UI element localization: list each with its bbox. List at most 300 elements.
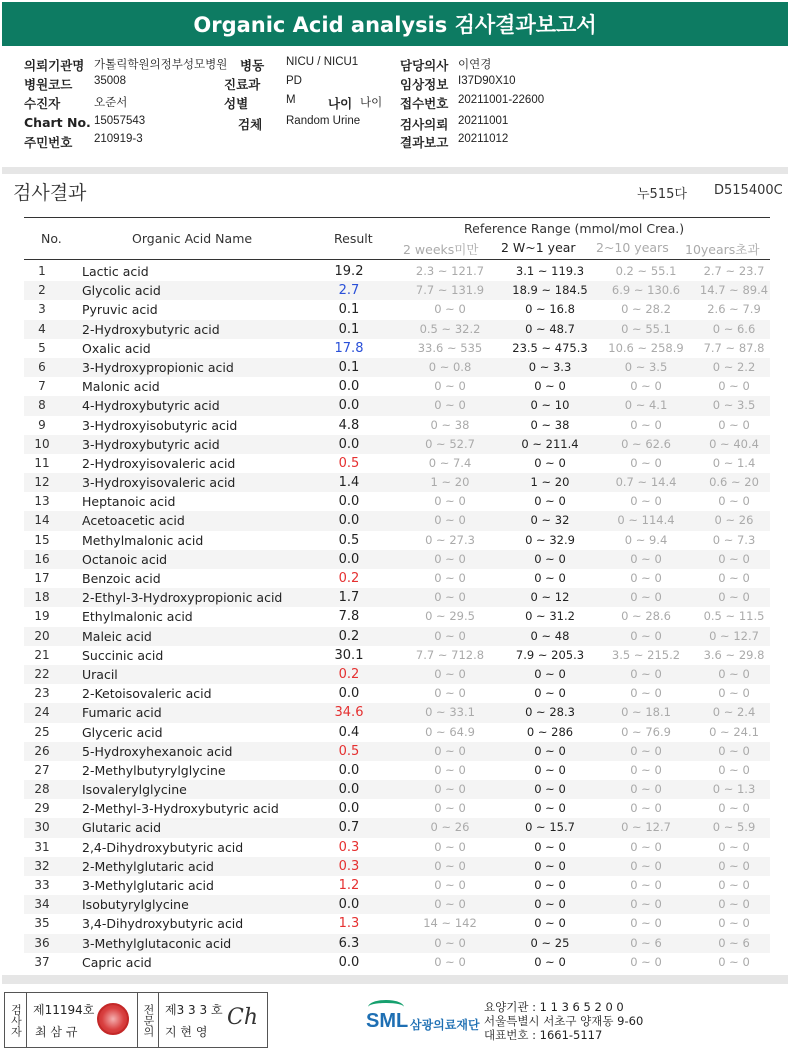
cell-name: 3,4-Dihydroxybutyric acid <box>82 916 244 932</box>
label-ward: 병동 <box>240 58 265 73</box>
cell-range-under-2w: 0 ~ 0 <box>434 954 466 969</box>
table-row <box>24 780 770 799</box>
cell-range-2-10y: 0 ~ 9.4 <box>624 532 668 547</box>
cell-result: 0.2 <box>338 628 360 644</box>
cell-no: 29 <box>34 801 50 816</box>
value-chart-no: 15057543 <box>94 115 146 127</box>
test-code-2: D515400C <box>714 183 783 198</box>
value-receipt-no: 20211001-22600 <box>458 94 545 106</box>
cell-range-under-2w: 0 ~ 29.5 <box>425 609 475 624</box>
signer-1-license: 제11194호 <box>33 1003 95 1017</box>
cell-no: 10 <box>34 436 50 451</box>
label-report-date: 결과보고 <box>400 135 449 150</box>
cell-result: 0.0 <box>338 686 360 702</box>
cell-result: 0.2 <box>338 666 360 682</box>
cell-result: 0.5 <box>338 743 360 759</box>
cell-range-2-10y: 0 ~ 28.2 <box>621 302 671 317</box>
cell-range-over-10y: 0 ~ 1.4 <box>712 455 756 470</box>
cell-name: Heptanoic acid <box>82 494 176 510</box>
cell-range-2-10y: 0 ~ 4.1 <box>624 398 668 413</box>
logo-text: SML <box>366 1010 409 1032</box>
cell-result: 0.2 <box>338 571 360 586</box>
cell-range-over-10y: 14.7 ~ 89.4 <box>699 283 769 298</box>
cell-no: 27 <box>34 762 50 777</box>
cell-result: 1.3 <box>338 916 360 932</box>
cell-name: 3-Methylglutaric acid <box>82 878 214 893</box>
cell-no: 26 <box>34 743 50 758</box>
value-sex: M <box>286 94 296 106</box>
table-row <box>24 953 770 972</box>
cell-range-over-10y: 0 ~ 0 <box>718 571 750 585</box>
cell-name: 2-Hydroxybutyric acid <box>82 321 220 337</box>
institute-info <box>484 1000 643 1042</box>
cell-range-2w-1y: 0 ~ 0 <box>534 455 566 470</box>
value-age: 나이 <box>360 97 383 109</box>
table-row <box>24 914 770 933</box>
cell-result: 0.1 <box>338 302 360 318</box>
cell-name: Maleic acid <box>82 628 152 644</box>
cell-range-2w-1y: 0 ~ 0 <box>534 379 566 394</box>
cell-result: 0.3 <box>338 839 360 855</box>
cell-name: 3-Methylglutaconic acid <box>82 935 232 951</box>
cell-result: 34.6 <box>334 705 364 721</box>
cell-range-2-10y: 0 ~ 3.5 <box>624 359 668 374</box>
table-row <box>24 416 770 435</box>
cell-result: 2.7 <box>338 283 360 299</box>
cell-result: 0.3 <box>338 858 360 874</box>
cell-result: 0.0 <box>338 436 360 452</box>
cell-name: Glyceric acid <box>82 724 163 740</box>
table-row <box>24 300 770 319</box>
label-request-date: 검사의뢰 <box>400 117 449 132</box>
value-resident-no: 210919-3 <box>94 133 143 145</box>
cell-result: 0.0 <box>338 551 360 567</box>
cell-range-over-10y: 7.7 ~ 87.8 <box>703 340 765 355</box>
cell-range-2w-1y: 0 ~ 25 <box>530 935 570 950</box>
value-report-date: 20211012 <box>458 133 509 145</box>
cell-range-2-10y: 0 ~ 0 <box>630 571 662 585</box>
value-ward: NICU / NICU1 <box>286 56 359 68</box>
section-title: 검사결과 <box>13 182 87 204</box>
cell-range-2-10y: 0 ~ 0 <box>630 590 662 605</box>
cell-name: 3-Hydroxypropionic acid <box>82 359 234 375</box>
cell-no: 9 <box>38 417 46 432</box>
cell-range-under-2w: 0 ~ 26 <box>430 820 470 835</box>
cell-range-under-2w: 0 ~ 0 <box>434 302 466 317</box>
cell-name: Malonic acid <box>82 379 160 395</box>
label-patient: 수진자 <box>24 96 61 111</box>
table-row <box>24 377 770 396</box>
cell-name: 2-Ethyl-3-Hydroxypropionic acid <box>82 590 283 606</box>
cell-range-over-10y: 0.5 ~ 11.5 <box>703 609 765 624</box>
cell-range-2-10y: 10.6 ~ 258.9 <box>608 340 684 355</box>
cell-range-2w-1y: 0 ~ 48.7 <box>525 321 575 336</box>
cell-name: 2-Methylglutaric acid <box>82 858 214 874</box>
table-row <box>24 857 770 876</box>
cell-range-2w-1y: 0 ~ 32.9 <box>525 532 575 547</box>
cell-result: 1.4 <box>338 475 360 491</box>
cell-no: 16 <box>34 551 50 566</box>
value-institution: 가톨릭학원의정부성모병원 <box>94 59 228 71</box>
table-row <box>24 358 770 377</box>
header-range-2w-1y: 2 W~1 year <box>501 240 576 255</box>
logo-name: 삼광의료재단 <box>410 1018 480 1032</box>
cell-no: 5 <box>38 340 46 355</box>
cell-range-2w-1y: 0 ~ 0 <box>534 839 566 854</box>
table-row <box>24 492 770 511</box>
table-row <box>24 588 770 607</box>
cell-range-under-2w: 0 ~ 38 <box>430 417 470 432</box>
cell-name: Succinic acid <box>82 647 164 663</box>
cell-name: 3-Hydroxyisobutyric acid <box>82 417 238 433</box>
cell-no: 35 <box>34 916 50 931</box>
cell-range-2w-1y: 0 ~ 12 <box>530 590 570 605</box>
cell-range-2w-1y: 0 ~ 0 <box>534 878 566 892</box>
cell-range-2w-1y: 0 ~ 0 <box>534 801 566 816</box>
cell-name: Octanoic acid <box>82 551 168 567</box>
cell-range-over-10y: 0.6 ~ 20 <box>709 475 759 490</box>
table-row <box>24 396 770 415</box>
cell-range-2-10y: 0 ~ 0 <box>630 801 662 816</box>
cell-range-over-10y: 0 ~ 0 <box>718 858 750 873</box>
cell-name: Glutaric acid <box>82 820 162 836</box>
header-range-under-2w: 2 weeks미만 <box>403 242 479 257</box>
cell-result: 17.8 <box>334 340 364 356</box>
cell-range-2w-1y: 0 ~ 0 <box>534 858 566 873</box>
cell-result: 0.0 <box>338 762 360 778</box>
cell-range-2-10y: 0 ~ 62.6 <box>621 436 671 451</box>
header-range-2-10y: 2~10 years <box>596 240 669 255</box>
table-row <box>24 262 770 281</box>
patient-row-4 <box>24 115 764 132</box>
cell-range-under-2w: 0 ~ 0 <box>434 839 466 854</box>
table-row <box>24 435 770 454</box>
cell-no: 3 <box>38 302 46 317</box>
cell-no: 8 <box>38 398 46 413</box>
cell-no: 36 <box>34 935 50 950</box>
cell-range-2w-1y: 0 ~ 10 <box>530 398 570 413</box>
table-row <box>24 761 770 780</box>
cell-range-over-10y: 0 ~ 0 <box>718 839 750 854</box>
cell-no: 14 <box>34 513 50 528</box>
cell-range-2-10y: 0 ~ 28.6 <box>621 609 671 624</box>
cell-range-2-10y: 0 ~ 114.4 <box>617 513 675 528</box>
cell-name: 3-Hydroxyisovaleric acid <box>82 475 236 491</box>
cell-range-under-2w: 0 ~ 52.7 <box>425 436 475 451</box>
cell-range-under-2w: 0 ~ 0 <box>434 379 466 394</box>
cell-no: 15 <box>34 532 50 547</box>
cell-range-under-2w: 1 ~ 20 <box>430 475 470 490</box>
table-header-rule <box>24 259 770 260</box>
cell-range-2w-1y: 0 ~ 3.3 <box>528 359 572 374</box>
cell-range-under-2w: 0 ~ 0 <box>434 782 466 797</box>
table-row <box>24 281 770 300</box>
value-specimen: Random Urine <box>286 115 361 127</box>
cell-no: 18 <box>34 590 50 605</box>
cell-name: Isobutyrylglycine <box>82 897 189 913</box>
patient-row-5 <box>24 133 764 150</box>
cell-range-over-10y: 0 ~ 0 <box>718 590 750 605</box>
signer-2-name: 지 현 영 <box>165 1025 208 1039</box>
cell-range-2w-1y: 23.5 ~ 475.3 <box>512 340 588 355</box>
cell-range-over-10y: 0 ~ 0 <box>718 878 750 892</box>
signer-1-label-text: 검사자 <box>9 1003 23 1037</box>
table-row <box>24 511 770 530</box>
cell-range-2w-1y: 0 ~ 16.8 <box>525 302 575 317</box>
cell-range-over-10y: 0 ~ 26 <box>714 513 754 528</box>
cell-range-under-2w: 0 ~ 0 <box>434 666 466 681</box>
cell-range-2-10y: 0 ~ 0 <box>630 858 662 873</box>
cell-result: 6.3 <box>338 935 360 951</box>
cell-range-2-10y: 0 ~ 0 <box>630 455 662 470</box>
cell-no: 13 <box>34 494 50 509</box>
cell-no: 25 <box>34 724 50 739</box>
cell-range-under-2w: 0 ~ 0 <box>434 878 466 892</box>
cell-name: 2-Methyl-3-Hydroxybutyric acid <box>82 801 279 817</box>
cell-range-2w-1y: 7.9 ~ 205.3 <box>515 647 585 662</box>
cell-name: Lactic acid <box>82 264 149 279</box>
cell-no: 24 <box>34 705 50 720</box>
value-department: PD <box>286 75 302 87</box>
cell-result: 1.2 <box>338 878 360 893</box>
cell-range-2w-1y: 0 ~ 0 <box>534 494 566 509</box>
cell-name: 2-Hydroxyisovaleric acid <box>82 455 236 471</box>
value-clinical-info: I37D90X10 <box>458 75 516 87</box>
cell-no: 2 <box>38 283 46 298</box>
table-row <box>24 339 770 358</box>
cell-range-2-10y: 6.9 ~ 130.6 <box>611 283 681 298</box>
cell-range-under-2w: 0.5 ~ 32.2 <box>419 321 481 336</box>
table-row <box>24 703 770 722</box>
cell-range-2-10y: 0 ~ 0 <box>630 417 662 432</box>
cell-result: 0.0 <box>338 398 360 414</box>
table-row <box>24 569 770 588</box>
cell-name: 2-Ketoisovaleric acid <box>82 686 212 702</box>
cell-result: 0.0 <box>338 379 360 395</box>
cell-name: 2,4-Dihydroxybutyric acid <box>82 839 244 855</box>
cell-range-over-10y: 2.6 ~ 7.9 <box>707 302 761 317</box>
table-row <box>24 320 770 339</box>
header-name: Organic Acid Name <box>132 231 253 246</box>
cell-name: Isovalerylglycine <box>82 782 187 798</box>
cell-range-2-10y: 0 ~ 0 <box>630 897 662 912</box>
signer-2-label <box>137 993 159 1047</box>
cell-range-2w-1y: 0 ~ 0 <box>534 954 566 969</box>
cell-range-under-2w: 0 ~ 0 <box>434 858 466 873</box>
cell-range-under-2w: 7.7 ~ 712.8 <box>415 647 485 662</box>
report-title: Organic Acid analysis 검사결과보고서 <box>2 2 788 46</box>
cell-range-2w-1y: 0 ~ 48 <box>530 628 570 643</box>
cell-range-over-10y: 0 ~ 2.4 <box>712 705 756 720</box>
table-row <box>24 934 770 953</box>
value-hospital-code: 35008 <box>94 75 126 87</box>
cell-range-under-2w: 0 ~ 0 <box>434 398 466 413</box>
sml-logo <box>366 1000 486 1040</box>
cell-range-2w-1y: 0 ~ 0 <box>534 916 566 931</box>
cell-no: 33 <box>34 878 50 892</box>
cell-range-2-10y: 3.5 ~ 215.2 <box>611 647 681 662</box>
cell-range-2-10y: 0 ~ 76.9 <box>621 724 671 739</box>
cell-result: 0.5 <box>338 455 360 471</box>
patient-row-2 <box>24 75 764 92</box>
cell-name: Fumaric acid <box>82 705 162 721</box>
cell-range-under-2w: 0 ~ 0 <box>434 897 466 912</box>
cell-range-2w-1y: 0 ~ 31.2 <box>525 609 575 624</box>
cell-name: Oxalic acid <box>82 340 151 356</box>
table-row <box>24 818 770 837</box>
cell-result: 19.2 <box>334 264 364 279</box>
cell-range-2w-1y: 0 ~ 0 <box>534 743 566 758</box>
cell-result: 0.0 <box>338 494 360 510</box>
cell-range-under-2w: 0 ~ 0 <box>434 590 466 605</box>
table-row <box>24 838 770 857</box>
institute-phone: 대표번호 : 1661-5117 <box>484 1028 603 1042</box>
cell-range-2-10y: 0 ~ 0 <box>630 954 662 969</box>
cell-range-2w-1y: 0 ~ 38 <box>530 417 570 432</box>
label-institution: 의뢰기관명 <box>24 58 85 73</box>
cell-range-under-2w: 0 ~ 0 <box>434 686 466 701</box>
label-chart-no: Chart No. <box>24 115 91 130</box>
cell-range-over-10y: 0 ~ 5.9 <box>712 820 756 835</box>
cell-range-2-10y: 0 ~ 0 <box>630 379 662 394</box>
table-row <box>24 646 770 665</box>
table-row <box>24 799 770 818</box>
cell-result: 0.0 <box>338 513 360 529</box>
cell-range-2w-1y: 3.1 ~ 119.3 <box>515 264 585 278</box>
value-patient: 오준서 <box>94 97 128 109</box>
cell-no: 7 <box>38 379 46 394</box>
table-body <box>24 262 770 972</box>
cell-range-2w-1y: 0 ~ 28.3 <box>525 705 575 720</box>
cell-range-2w-1y: 0 ~ 0 <box>534 551 566 566</box>
cell-range-under-2w: 7.7 ~ 131.9 <box>415 283 485 298</box>
label-age: 나이 <box>328 96 353 111</box>
cell-range-under-2w: 0 ~ 33.1 <box>425 705 475 720</box>
cell-name: 5-Hydroxyhexanoic acid <box>82 743 233 759</box>
cell-name: Benzoic acid <box>82 571 161 586</box>
cell-range-over-10y: 0 ~ 0 <box>718 417 750 432</box>
cell-result: 0.5 <box>338 532 360 548</box>
cell-range-2-10y: 0 ~ 12.7 <box>621 820 671 835</box>
label-clinical-info: 임상정보 <box>400 77 449 92</box>
table-row <box>24 684 770 703</box>
cell-range-2w-1y: 1 ~ 20 <box>530 475 570 490</box>
cell-range-2w-1y: 0 ~ 0 <box>534 686 566 701</box>
cell-range-2w-1y: 0 ~ 0 <box>534 762 566 777</box>
cell-range-2w-1y: 0 ~ 0 <box>534 666 566 681</box>
cell-range-under-2w: 33.6 ~ 535 <box>417 340 483 355</box>
cell-range-2w-1y: 18.9 ~ 184.5 <box>512 283 588 298</box>
signer-1-name: 최 삼 규 <box>35 1025 78 1039</box>
cell-result: 0.0 <box>338 782 360 798</box>
footer-separator-bar <box>2 975 788 984</box>
cell-range-over-10y: 0 ~ 12.7 <box>709 628 759 643</box>
cell-range-over-10y: 0 ~ 7.3 <box>712 532 756 547</box>
cell-range-2w-1y: 0 ~ 15.7 <box>525 820 575 835</box>
header-reference-range: Reference Range (mmol/mol Crea.) <box>464 221 685 236</box>
cell-result: 0.0 <box>338 801 360 817</box>
cell-range-2w-1y: 0 ~ 0 <box>534 897 566 912</box>
cell-range-over-10y: 0 ~ 0 <box>718 666 750 681</box>
cell-range-2-10y: 0 ~ 0 <box>630 628 662 643</box>
cell-name: Glycolic acid <box>82 283 161 299</box>
cell-range-over-10y: 0 ~ 6 <box>718 935 750 950</box>
table-row <box>24 550 770 569</box>
cell-range-under-2w: 2.3 ~ 121.7 <box>415 264 485 278</box>
table-row <box>24 531 770 550</box>
cell-no: 17 <box>34 571 50 585</box>
cell-no: 32 <box>34 858 50 873</box>
cell-no: 20 <box>34 628 50 643</box>
cell-range-2-10y: 0 ~ 0 <box>630 743 662 758</box>
cell-range-under-2w: 0 ~ 0 <box>434 571 466 585</box>
cell-range-over-10y: 0 ~ 0 <box>718 379 750 394</box>
cell-range-2-10y: 0 ~ 55.1 <box>621 321 671 336</box>
institute-address: 서울특별시 서초구 양재동 9-60 <box>484 1014 644 1028</box>
signer-2-license: 제3 3 3 호 <box>165 1003 223 1017</box>
patient-row-1 <box>24 56 764 73</box>
cell-range-over-10y: 0 ~ 0 <box>718 762 750 777</box>
signature-box <box>4 992 268 1048</box>
cell-no: 31 <box>34 839 50 854</box>
cell-range-over-10y: 0 ~ 0 <box>718 916 750 931</box>
signer-1-label <box>5 993 27 1047</box>
cell-range-2-10y: 0 ~ 0 <box>630 839 662 854</box>
cell-range-over-10y: 3.6 ~ 29.8 <box>703 647 765 662</box>
cell-no: 34 <box>34 897 50 912</box>
cell-range-2w-1y: 0 ~ 32 <box>530 513 570 528</box>
cell-range-over-10y: 0 ~ 24.1 <box>709 724 759 739</box>
cell-no: 21 <box>34 647 50 662</box>
cell-range-over-10y: 0 ~ 0 <box>718 551 750 566</box>
cell-result: 0.0 <box>338 954 360 970</box>
cell-range-over-10y: 0 ~ 0 <box>718 897 750 912</box>
cell-name: Uracil <box>82 666 118 682</box>
cell-result: 1.7 <box>338 590 360 606</box>
cell-name: Ethylmalonic acid <box>82 609 193 625</box>
cell-name: Acetoacetic acid <box>82 513 185 529</box>
cell-range-2-10y: 0 ~ 18.1 <box>621 705 671 720</box>
cell-range-under-2w: 0 ~ 0 <box>434 801 466 816</box>
header-range-over-10y: 10years초과 <box>685 242 760 257</box>
cell-range-under-2w: 0 ~ 0 <box>434 935 466 950</box>
label-hospital-code: 병원코드 <box>24 77 73 92</box>
cell-range-over-10y: 0 ~ 0 <box>718 494 750 509</box>
header-no: No. <box>41 231 62 246</box>
cell-range-2-10y: 0 ~ 0 <box>630 551 662 566</box>
label-department: 진료과 <box>224 77 261 92</box>
label-specimen: 검체 <box>238 117 263 132</box>
seal-stamp-icon <box>97 1003 129 1035</box>
cell-range-under-2w: 0 ~ 0 <box>434 743 466 758</box>
cell-range-2-10y: 0 ~ 0 <box>630 494 662 509</box>
table-row <box>24 895 770 914</box>
table-row <box>24 876 770 895</box>
cell-range-under-2w: 0 ~ 0 <box>434 762 466 777</box>
cell-range-over-10y: 0 ~ 0 <box>718 954 750 969</box>
cell-result: 0.1 <box>338 321 360 337</box>
cell-result: 0.0 <box>338 897 360 913</box>
test-code-1: 누515다 <box>637 187 687 202</box>
table-row <box>24 473 770 492</box>
value-request-date: 20211001 <box>458 115 509 127</box>
cell-result: 0.7 <box>338 820 360 836</box>
cell-name: Pyruvic acid <box>82 302 158 318</box>
label-sex: 성별 <box>224 96 249 111</box>
cell-range-over-10y: 0 ~ 6.6 <box>712 321 756 336</box>
cell-range-2-10y: 0 ~ 0 <box>630 762 662 777</box>
cell-no: 37 <box>34 954 50 969</box>
